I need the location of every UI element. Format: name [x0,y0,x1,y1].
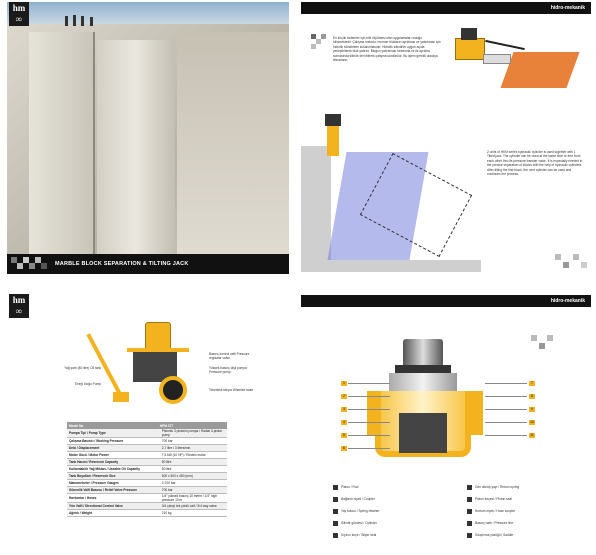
table-row [67,473,227,480]
part-label: Piston / Rod [341,484,359,489]
table-row [67,452,227,459]
table-row [67,503,227,510]
leader-line [485,422,527,423]
leader-line [485,435,527,436]
page-4-header: hidro-mekanik [301,295,591,307]
spec-table-header: Model No HPM 377 [67,422,227,429]
part-number-badge: 11 [530,433,534,437]
spec-label: Pompa Tipi / Pump Type [69,431,106,435]
list-item [333,505,443,517]
parts-list-left [333,481,443,541]
bullet-square-icon [333,497,338,502]
list-item [333,493,443,505]
callout-right-2: Yüksek basınç dişli pompa Pressure pump [209,366,247,375]
list-item [467,505,577,517]
part-label: Sıyırıcı keçe / Wiper seal [341,532,377,537]
brand-logo: hm ∞ [9,294,29,318]
part-label: Piston keçesi / Piston seal [475,496,513,501]
part-number-badge: 4 [341,420,347,425]
bullet-square-icon [333,509,338,514]
spec-value: 700 bar [161,488,173,492]
spec-value: Pistonlu 3 pistonlu pompa / Radial 3-piston pump [161,429,223,437]
part-number-badge: 10 [530,420,534,424]
checker-corner [551,252,591,272]
leader-line [348,409,390,410]
spec-label: Ağırlık / Weight [69,511,93,515]
spec-label: Çalışma Basıncı / Working Pressure [69,439,124,443]
spec-label: Yön Valfi / Directional Control Valve [69,504,123,508]
table-row [67,429,227,438]
spec-label: Tank Boyutları / Reservoir Size [69,474,116,478]
spec-label: Motor Gücü / Motor Power [69,453,109,457]
parts-list-right [467,481,577,541]
spec-label: Güvenlik Valfi Basıncı / Relief Valve Pressure [69,488,138,492]
leader-line [348,383,390,384]
brand-logo: hm ∞ [9,2,29,26]
table-row [67,445,227,452]
list-item [467,481,577,493]
spec-value: 700 bar [161,439,173,443]
table-row [67,438,227,445]
list-item [467,493,577,505]
spec-label: Debi / Displacement [69,446,100,450]
part-label: Bağlantı nipeli / Coupler [341,496,375,501]
page-1-marble-photo [7,2,289,274]
bullet-square-icon [467,497,472,502]
bullet-square-icon [467,521,472,526]
leader-line [348,435,390,436]
marble-block-left [29,32,95,254]
leader-line [348,448,390,449]
spec-value: 2,7 litre / 3 liters/min [161,446,191,450]
list-item [333,517,443,529]
part-number-badge: 6 [341,446,347,451]
part-number-badge: 3 [341,407,347,412]
bullet-square-icon [467,485,472,490]
table-row [67,494,227,503]
spec-label: Tank Hacmi / Reservoir Capacity [69,460,119,464]
part-label: Silindir gövdesi / Cylinder [341,520,377,525]
part-number-badge: 9 [529,407,535,412]
page-1-caption: MARBLE BLOCK SEPARATION & TILTING JACK [55,261,189,267]
spec-value: 7,5 kW (10 HP) / Electric motor [161,453,206,457]
list-item [467,517,577,529]
list-item [333,529,443,541]
jack-illustration [447,26,575,92]
spec-value: 80 litre [161,460,172,464]
part-label: Sıkıştırma yüzüğü / Saddle [475,532,514,537]
leader-line [348,422,390,423]
page-3-pump-specs [7,294,289,552]
callout-right-3: Tekerlekli sehpa Wheeled base [209,388,254,392]
callout-right-1: Basınç kontrol valfi Pressure regulator valve [209,352,250,361]
spec-label: Hortumlar / Hoses [69,496,97,500]
callout-left-1: Yağ şartı (80 litre) Oil tank [64,366,101,370]
checker-decoration [531,335,581,355]
part-label: Hortum nipeli / Hose coupler [475,508,516,513]
cylinder-cutaway-illustration [361,339,491,459]
leader-line [348,396,390,397]
leader-line [485,409,527,410]
page-4-cylinder [301,295,591,553]
part-label: Yay tutucu / Spring retainer [341,508,380,513]
bullet-square-icon [333,521,338,526]
workers [65,14,99,26]
list-item [467,529,577,541]
sky [7,2,289,24]
callout-left-2: Enerji bloğu Pump [74,382,101,386]
bullet-square-icon [467,509,472,514]
page-2-header: hidro-mekanik [301,2,591,14]
spec-value: 3/4 çıkışlı tek yönlü valf / 3/4 way valve [161,504,217,508]
page-2-method [301,2,591,272]
bullet-square-icon [333,485,338,490]
part-label: Basınç hattı / Pressure line [475,520,514,525]
spec-value: 600 x 500 x 450 (mm) [161,474,193,478]
spec-value: 60 litre [161,467,172,471]
spec-table [67,422,227,517]
spec-label: Kullanılabilir Yağ Miktarı / Useable Oil Capacity [69,467,140,471]
tilting-diagram [301,146,481,272]
marble-block-right [97,40,175,254]
page-2-paragraph-side: 2 units of HKM series hydraulic cylinder is used together with 1 Tilted jack. The cylinder can be used at the same time or free from each other thru its pressure transfer valve. It is especially needed in the precise separation of blocks with the help of hydraulic cylinders. After tilting the first block, the next cylinder can be used and continues the process. [487,150,583,177]
table-row [67,459,227,466]
bullet-square-icon [467,533,472,538]
table-row [67,487,227,494]
caption-bar [7,254,289,274]
part-number-badge: 2 [341,394,347,399]
part-number-badge: 8 [529,394,535,399]
spec-label: Manometreler / Pressure Gauges [69,481,119,485]
spec-value: 210 kg [161,511,172,515]
spec-value: 1/4" yüksek basınç 10 metre / 1/4" high pressure 10 m [161,494,218,502]
leader-line [485,396,527,397]
part-number-badge: 1 [341,381,347,386]
part-number-badge: 7 [529,381,535,386]
part-label: Geri dönüş yayı / Return spring [475,484,520,489]
bullet-square-icon [333,533,338,538]
list-item [333,481,443,493]
quarry-wall [177,32,289,254]
table-row [67,480,227,487]
table-row [67,466,227,473]
table-row [67,510,227,517]
leader-line [485,383,527,384]
hydraulic-pump-illustration [103,322,203,406]
part-number-badge: 5 [341,433,347,438]
spec-value: 0-700 bar [161,481,176,485]
checker-decoration [311,34,331,54]
page-2-paragraph-top: En küçük sistemler için bile ölçülmesi olan uygulamaları olduğu bilinmektedir. Çalışma metodu, mermer blokların ayrılması ve yatırılması için hidrolik silindirlerin kullanılmasıdır. Hidrolik silindirler uygun açıda yerleştirilerek blok yatırılır. Bloğun yatırılması sırasında ve ilk ayrılma sonrasında silindir ileri itilerek çalışma sürdürülür. Bu işlem gerekli oldukça tekrarlanır. [333,36,441,63]
